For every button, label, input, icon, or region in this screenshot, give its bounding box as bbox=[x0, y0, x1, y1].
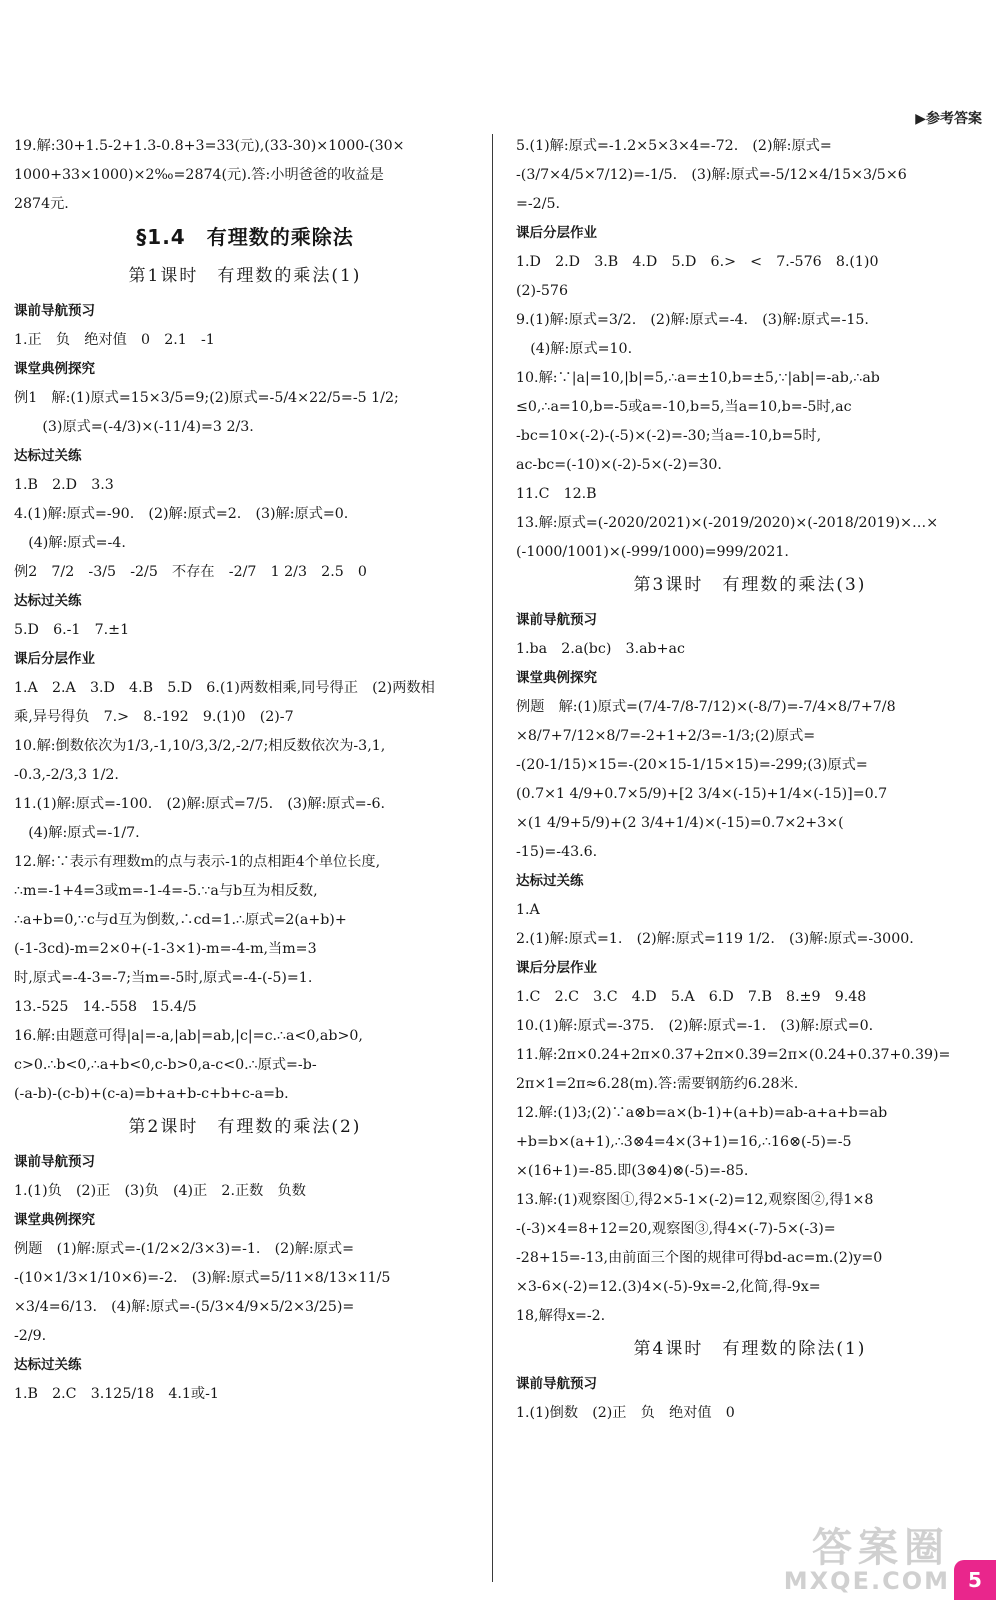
watermark-url: MXQE.COM bbox=[783, 1567, 950, 1595]
answer-line: ×8/7+7/12×8/7=-2+1+2/3=-1/3;(2)原式= bbox=[516, 728, 816, 744]
answer-line: ≤0,∴a=10,b=-5或a=-10,b=5,当a=10,b=-5时,ac bbox=[516, 399, 852, 415]
answer-line: -28+15=-13,由前面三个图的规律可得bd-ac=m.(2)y=0 bbox=[516, 1250, 883, 1266]
answer-line: (4)解:原式=-1/7. bbox=[14, 825, 140, 841]
answer-line: 1000+33×1000)×2‰=2874(元).答:小明爸爸的收益是 bbox=[14, 167, 384, 183]
answer-line: 5.(1)解:原式=-1.2×5×3×4=-72. (2)解:原式= bbox=[516, 138, 832, 154]
subsection-label: 课堂典例探究 bbox=[14, 1212, 95, 1228]
answer-line: -(3/7×4/5×7/12)=-1/5. (3)解:原式=-5/12×4/15×3/5×6 bbox=[516, 167, 907, 183]
answer-line: ac-bc=(-10)×(-2)-5×(-2)=30. bbox=[516, 457, 722, 473]
answer-line: -2/9. bbox=[14, 1328, 47, 1344]
answer-line: (2)-576 bbox=[516, 283, 568, 299]
answer-line: 11.(1)解:原式=-100. (2)解:原式=7/5. (3)解:原式=-6. bbox=[14, 796, 385, 812]
answer-line: 10.(1)解:原式=-375. (2)解:原式=-1. (3)解:原式=0. bbox=[516, 1018, 874, 1034]
answer-line: 时,原式=-4-3=-7;当m=-5时,原式=-4-(-5)=1. bbox=[14, 970, 313, 986]
answer-line: 1.ba 2.a(bc) 3.ab+ac bbox=[516, 641, 685, 657]
answer-line: 1.D 2.D 3.B 4.D 5.D 6.> < 7.-576 8.(1)0 bbox=[516, 254, 879, 270]
answer-line: (-1-3cd)-m=2×0+(-1-3×1)-m=-4-m,当m=3 bbox=[14, 941, 317, 957]
subsection-label: 达标过关练 bbox=[516, 873, 584, 889]
answer-line: 例题 解:(1)原式=(7/4-7/8-7/12)×(-8/7)=-7/4×8/7+7/8 bbox=[516, 699, 896, 715]
answer-line: 11.C 12.B bbox=[516, 486, 597, 502]
answer-line: (3)原式=(-4/3)×(-11/4)=3 2/3. bbox=[14, 419, 254, 435]
answer-line: 乘,异号得负 7.> 8.-192 9.(1)0 (2)-7 bbox=[14, 709, 294, 725]
answer-line: +b=b×(a+1),∴3⊗4=4×(3+1)=16,∴16⊗(-5)=-5 bbox=[516, 1134, 852, 1150]
answer-line: ∴m=-1+4=3或m=-1-4=-5.∵a与b互为相反数, bbox=[14, 883, 318, 899]
subsection-label: 课前导航预习 bbox=[14, 1154, 95, 1170]
answer-line: 12.解:(1)3;(2)∵a⊗b=a×(b-1)+(a+b)=ab-a+a+b=ab bbox=[516, 1105, 888, 1121]
answer-line: 1.A bbox=[516, 902, 540, 918]
answer-line: -0.3,-2/3,3 1/2. bbox=[14, 767, 119, 783]
answer-line: 例2 7/2 -3/5 -2/5 不存在 -2/7 1 2/3 2.5 0 bbox=[14, 564, 367, 580]
lesson-heading: 第2课时 有理数的乘法(2) bbox=[128, 1117, 362, 1137]
lesson-heading: 第3课时 有理数的乘法(3) bbox=[633, 575, 867, 595]
answer-line: ×(16+1)=-85.即(3⊗4)⊗(-5)=-85. bbox=[516, 1163, 749, 1179]
answer-line: 1.B 2.D 3.3 bbox=[14, 477, 114, 493]
answer-line: 13.解:原式=(-2020/2021)×(-2019/2020)×(-2018/2019)×…× bbox=[516, 515, 939, 531]
watermark bbox=[783, 1525, 950, 1595]
answer-line: 12.解:∵表示有理数m的点与表示-1的点相距4个单位长度, bbox=[14, 854, 381, 870]
left-column bbox=[14, 132, 476, 1582]
answer-line: 13.-525 14.-558 15.4/5 bbox=[14, 999, 197, 1015]
answer-line: ×3/4=6/13. (4)解:原式=-(5/3×4/9×5/2×3/25)= bbox=[14, 1299, 355, 1315]
answer-line: 1.C 2.C 3.C 4.D 5.A 6.D 7.B 8.±9 9.48 bbox=[516, 989, 867, 1005]
subsection-label: 达标过关练 bbox=[14, 1357, 82, 1373]
answer-line: 1.A 2.A 3.D 4.B 5.D 6.(1)两数相乘,同号得正 (2)两数相 bbox=[14, 680, 435, 696]
answer-line: 5.D 6.-1 7.±1 bbox=[14, 622, 130, 638]
answer-line: 1.B 2.C 3.125/18 4.1或-1 bbox=[14, 1386, 219, 1402]
answer-line: 10.解:倒数依次为1/3,-1,10/3,3/2,-2/7;相反数依次为-3,1, bbox=[14, 738, 386, 754]
answer-line: 2π×1=2π≈6.28(m).答:需要钢筋约6.28米. bbox=[516, 1076, 799, 1092]
answer-line: 13.解:(1)观察图①,得2×5-1×(-2)=12,观察图②,得1×8 bbox=[516, 1192, 874, 1208]
answer-line: 18,解得x=-2. bbox=[516, 1308, 606, 1324]
answer-line: (-1000/1001)×(-999/1000)=999/2021. bbox=[516, 544, 789, 560]
answer-line: (0.7×1 4/9+0.7×5/9)+[2 3/4×(-15)+1/4×(-15)]=0.7 bbox=[516, 786, 888, 802]
lesson-heading: 第1课时 有理数的乘法(1) bbox=[128, 266, 362, 286]
answer-line: ×(1 4/9+5/9)+(2 3/4+1/4)×(-15)=0.7×2+3×( bbox=[516, 815, 844, 831]
answer-line: 2.(1)解:原式=1. (2)解:原式=119 1/2. (3)解:原式=-3000. bbox=[516, 931, 914, 947]
answer-line: 9.(1)解:原式=3/2. (2)解:原式=-4. (3)解:原式=-15. bbox=[516, 312, 869, 328]
answer-line: -15)=-43.6. bbox=[516, 844, 598, 860]
answer-line: (4)解:原式=-4. bbox=[14, 535, 126, 551]
answer-line: 19.解:30+1.5-2+1.3-0.8+3=33(元),(33-30)×1000-(30× bbox=[14, 138, 405, 154]
answer-line: -(20-1/15)×15=-(20×15-1/15×15)=-299;(3)原式= bbox=[516, 757, 868, 773]
subsection-label: 课前导航预习 bbox=[14, 303, 95, 319]
answer-line: 2874元. bbox=[14, 196, 69, 212]
watermark-logo-text: 答案圈 bbox=[812, 1525, 950, 1571]
subsection-label: 课堂典例探究 bbox=[516, 670, 597, 686]
answer-line: 1.(1)负 (2)正 (3)负 (4)正 2.正数 负数 bbox=[14, 1183, 306, 1199]
answer-line: 1.(1)倒数 (2)正 负 绝对值 0 bbox=[516, 1405, 735, 1421]
column-divider bbox=[492, 134, 493, 1582]
subsection-label: 课前导航预习 bbox=[516, 1376, 597, 1392]
answer-line: 10.解:∵|a|=10,|b|=5,∴a=±10,b=±5,∵|ab|=-ab,∴ab bbox=[516, 370, 880, 386]
answer-line: 1.正 负 绝对值 0 2.1 -1 bbox=[14, 332, 215, 348]
answer-line: 16.解:由题意可得|a|=-a,|ab|=ab,|c|=c.∴a<0,ab>0, bbox=[14, 1028, 363, 1044]
answer-line: 11.解:2π×0.24+2π×0.37+2π×0.39=2π×(0.24+0.37+0.39)= bbox=[516, 1047, 951, 1063]
answer-line: =-2/5. bbox=[516, 196, 561, 212]
answer-line: 例题 (1)解:原式=-(1/2×2/3×3)=-1. (2)解:原式= bbox=[14, 1241, 354, 1257]
subsection-label: 课前导航预习 bbox=[516, 612, 597, 628]
answer-line: c>0.∴b<0,∴a+b<0,c-b>0,a-c<0.∴原式=-b- bbox=[14, 1057, 317, 1073]
subsection-label: 课堂典例探究 bbox=[14, 361, 95, 377]
subsection-label: 课后分层作业 bbox=[516, 225, 597, 241]
answer-line: ×3-6×(-2)=12.(3)4×(-5)-9x=-2,化简,得-9x= bbox=[516, 1279, 821, 1295]
section-heading: §1.4 有理数的乘除法 bbox=[136, 225, 354, 249]
subsection-label: 课后分层作业 bbox=[14, 651, 95, 667]
answer-line: ∴a+b=0,∵c与d互为倒数,∴cd=1.∴原式=2(a+b)+ bbox=[14, 912, 347, 928]
answer-line: -bc=10×(-2)-(-5)×(-2)=-30;当a=-10,b=5时, bbox=[516, 428, 822, 444]
answer-line: (-a-b)-(c-b)+(c-a)=b+a+b-c+b+c-a=b. bbox=[14, 1086, 289, 1102]
answer-line: 4.(1)解:原式=-90. (2)解:原式=2. (3)解:原式=0. bbox=[14, 506, 349, 522]
answer-line: -(10×1/3×1/10×6)=-2. (3)解:原式=5/11×8/13×11/5 bbox=[14, 1270, 391, 1286]
subsection-label: 达标过关练 bbox=[14, 593, 82, 609]
page-number-badge: 5 bbox=[954, 1560, 996, 1600]
subsection-label: 课后分层作业 bbox=[516, 960, 597, 976]
subsection-label: 达标过关练 bbox=[14, 448, 82, 464]
right-column bbox=[516, 132, 984, 1582]
answer-line: (4)解:原式=10. bbox=[516, 341, 633, 357]
answer-line: 例1 解:(1)原式=15×3/5=9;(2)原式=-5/4×22/5=-5 1/2; bbox=[14, 390, 399, 406]
answer-line: -(-3)×4=8+12=20,观察图③,得4×(-7)-5×(-3)= bbox=[516, 1221, 836, 1237]
answer-key-header: ▶参考答案 bbox=[915, 111, 982, 127]
lesson-heading: 第4课时 有理数的除法(1) bbox=[633, 1339, 867, 1359]
